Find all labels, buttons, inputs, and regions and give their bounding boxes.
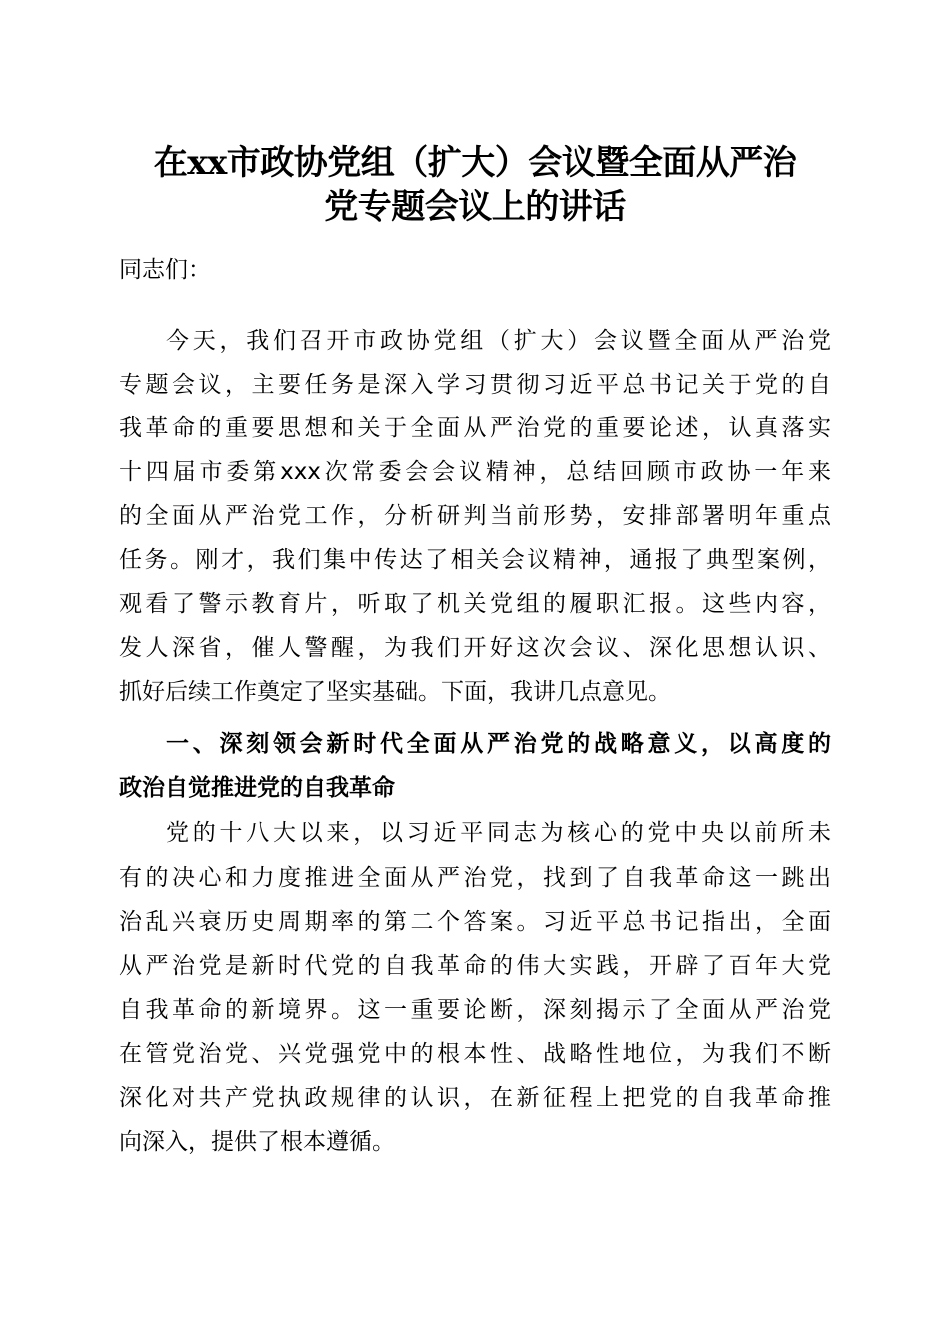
paragraph-line: 十四届市委第xxx次常委会会议精神，总结回顾市政协一年来 [119, 459, 831, 485]
paragraph-line: 的全面从严治党工作，分析研判当前形势，安排部署明年重点 [119, 503, 831, 529]
paragraph-line: 深化对共产党执政规律的认识，在新征程上把党的自我革命推 [119, 1085, 831, 1111]
paragraph-line: 从严治党是新时代党的自我革命的伟大实践，开辟了百年大党 [119, 953, 831, 979]
paragraph-line: 我革命的重要思想和关于全面从严治党的重要论述，认真落实 [119, 415, 831, 441]
paragraph-line: 任务。刚才，我们集中传达了相关会议精神，通报了典型案例， [119, 547, 831, 573]
document-title-line-1: 在xx市政协党组（扩大）会议暨全面从严治 [153, 143, 797, 183]
paragraph-line: 今天，我们召开市政协党组（扩大）会议暨全面从严治党 [166, 328, 831, 354]
paragraph-line: 有的决心和力度推进全面从严治党，找到了自我革命这一跳出 [119, 865, 831, 891]
paragraph-line: 党的十八大以来，以习近平同志为核心的党中央以前所未 [166, 820, 831, 846]
heading-line: 政治自觉推进党的自我革命 [119, 775, 395, 801]
document-title-line-2: 党专题会议上的讲话 [324, 187, 626, 227]
heading-line: 一、深刻领会新时代全面从严治党的战略意义，以高度的 [166, 731, 831, 757]
salutation: 同志们： [119, 257, 211, 283]
paragraph-line: 专题会议，主要任务是深入学习贯彻习近平总书记关于党的自 [119, 372, 831, 398]
paragraph-line: 治乱兴衰历史周期率的第二个答案。习近平总书记指出，全面 [119, 909, 831, 935]
paragraph-line: 向深入，提供了根本遵循。 [119, 1129, 395, 1155]
paragraph-line: 自我革命的新境界。这一重要论断，深刻揭示了全面从严治党 [119, 997, 831, 1023]
paragraph-line: 在管党治党、兴党强党中的根本性、战略性地位，为我们不断 [119, 1041, 831, 1067]
paragraph-line: 抓好后续工作奠定了坚实基础。下面，我讲几点意见。 [119, 679, 671, 705]
paragraph-line: 观看了警示教育片，听取了机关党组的履职汇报。这些内容， [119, 591, 831, 617]
paragraph-line: 发人深省，催人警醒，为我们开好这次会议、深化思想认识、 [119, 635, 831, 661]
